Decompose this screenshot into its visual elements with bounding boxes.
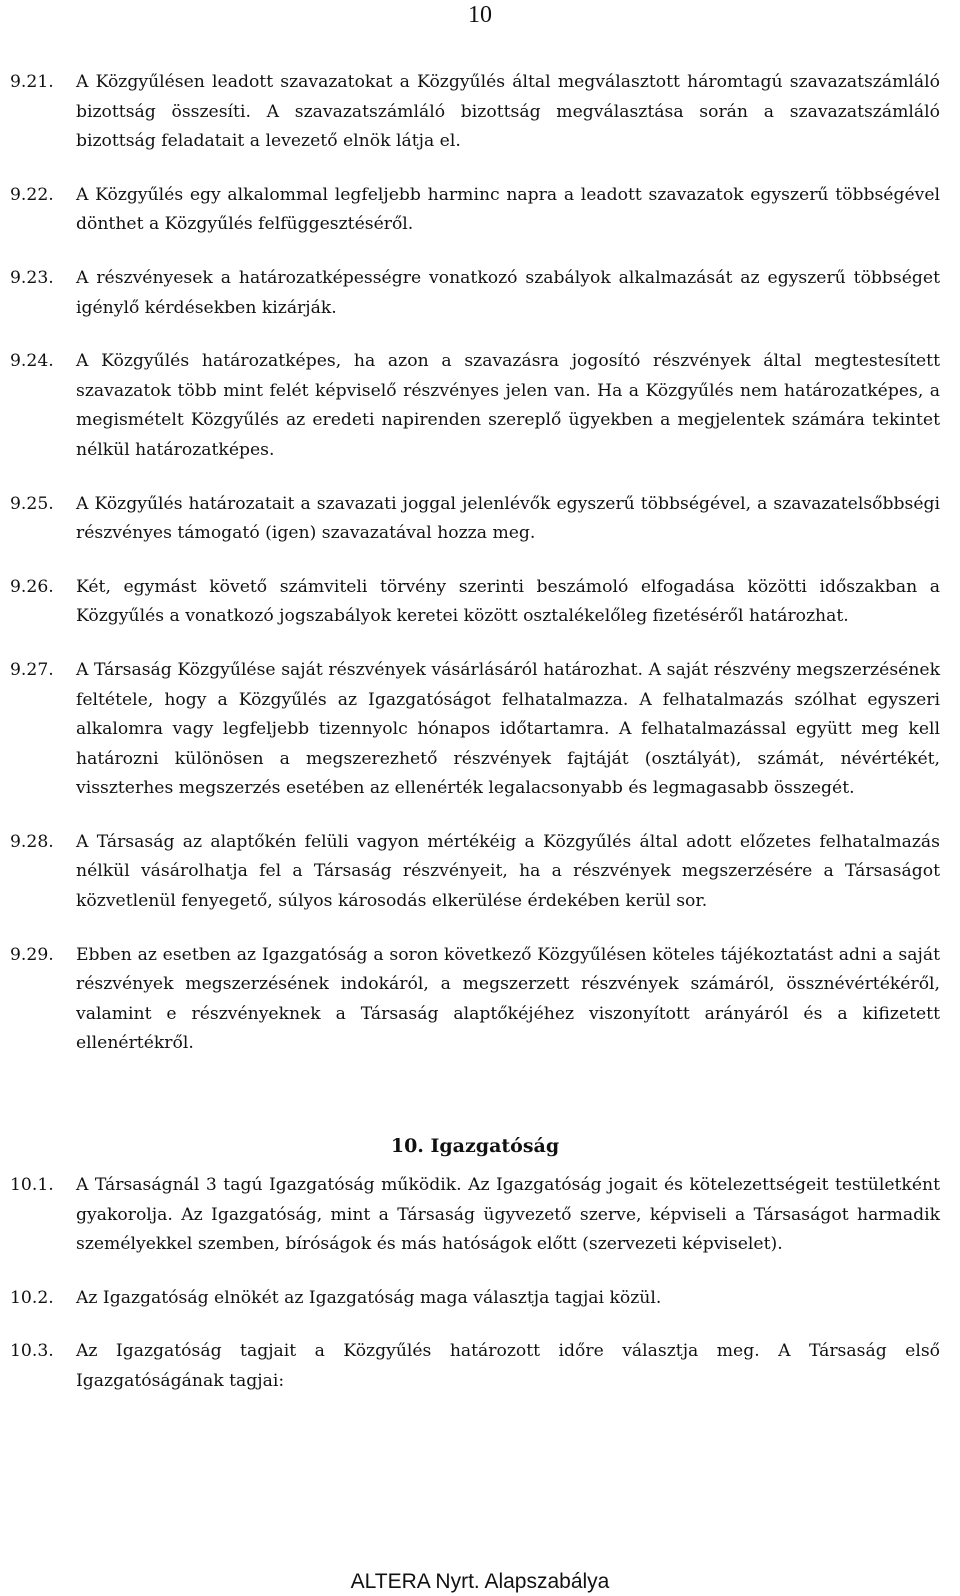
- clause-number: 9.22.: [10, 184, 54, 205]
- clause-text: A Közgyűlés egy alkalommal legfeljebb harminc napra a leadott szavazatok egyszerű többségével dönthet a Közgyűlés felfüggesztéséről.: [76, 184, 940, 235]
- clause-text: A Közgyűlésen leadott szavazatokat a Közgyűlés által megválasztott háromtagú szavazatszámláló bizottság összesíti. A szavazatszámláló bizottság megválasztása során a szavazatszámláló bizottság feladatait a levezető elnök látja el.: [76, 72, 940, 152]
- clause-number: 9.23.: [10, 267, 54, 288]
- page-number: 10: [468, 2, 492, 28]
- document-body: [10, 68, 940, 1421]
- clause-text: A Közgyűlés határozatait a szavazati joggal jelenlévők egyszerű többségével, a szavazatelsőbbségi részvényes támogató (igen) szavazatával hozza meg.: [76, 493, 940, 544]
- section-heading: 10. Igazgatóság: [390, 1135, 560, 1158]
- clause-text: Két, egymást követő számviteli törvény szerinti beszámoló elfogadása közötti időszakban a Közgyűlés a vonatkozó jogszabályok keretei között osztalékelőleg fizetéséről határozhat.: [76, 576, 940, 627]
- clause-number: 9.29.: [10, 944, 54, 965]
- section-10-clauses: [10, 1171, 940, 1397]
- page-footer: ALTERA Nyrt. Alapszabálya: [350, 1570, 610, 1593]
- clause: [10, 1337, 940, 1396]
- clause: [10, 1284, 940, 1314]
- clause-number: 10.1.: [10, 1175, 54, 1196]
- clause: [10, 828, 940, 917]
- clause: [10, 656, 940, 804]
- clause-text: A Társaság Közgyűlése saját részvények vásárlásáról határozhat. A saját részvény megszerzésének feltétele, hogy a Közgyűlés az Igazgatóságot felhatalmazza. A felhatalmazás szólhat egyszeri alkalomra vagy legfeljebb tizennyolc hónapos időtartamra. A felhatalmazással együtt meg kell határozni különösen a megszerezhető részvények fajtáját (osztályát), számát, névértékét, visszterhes megszerzés esetében az ellenérték legalacsonyabb és legmagasabb összegét.: [76, 659, 940, 799]
- clause-number: 9.28.: [10, 831, 54, 852]
- clause: [10, 1171, 940, 1260]
- clause: [10, 941, 940, 1059]
- clause-text: A Közgyűlés határozatképes, ha azon a szavazásra jogosító részvények által megtestesített szavazatok több mint felét képviselő részvényes jelen van. Ha a Közgyűlés nem határozatképes, a megismételt Közgyűlés az eredeti napirenden szereplő ügyekben a megjelentek számára tekintet nélkül határozatképes.: [76, 351, 940, 460]
- clause: [10, 573, 940, 632]
- clause-text: Az Igazgatóság elnökét az Igazgatóság maga választja tagjai közül.: [76, 1287, 662, 1308]
- clause: [10, 347, 940, 465]
- clause-number: 10.2.: [10, 1287, 54, 1308]
- clause: [10, 181, 940, 240]
- clause-number: 10.3.: [10, 1341, 54, 1362]
- clause-number: 9.26.: [10, 576, 54, 597]
- clause-text: A Társaságnál 3 tagú Igazgatóság működik. Az Igazgatóság jogait és kötelezettségeit testületként gyakorolja. Az Igazgatóság, mint a Társaság ügyvezető szerve, képviseli a Társaságot harmadik személyekkel szemben, bíróságok és más hatóságok előtt (szervezeti képviselet).: [76, 1175, 940, 1255]
- section-9-clauses: [10, 68, 940, 1059]
- clause: [10, 490, 940, 549]
- clause-number: 9.21.: [10, 72, 54, 92]
- clause-text: Ebben az esetben az Igazgatóság a soron következő Közgyűlésen köteles tájékoztatást adni a saját részvények megszerzésének indokáról, a megszerzett részvények számáról, össznévértékéről, valamint e részvényeknek a Társaság alaptőkéjéhez viszonyított arányáról és a kifizetett ellenértékről.: [76, 944, 940, 1054]
- clause: [10, 68, 940, 157]
- clause: [10, 264, 940, 323]
- clause-number: 9.25.: [10, 493, 54, 514]
- clause-number: 9.24.: [10, 351, 54, 372]
- clause-number: 9.27.: [10, 659, 54, 680]
- clause-text: Az Igazgatóság tagjait a Közgyűlés határozott időre választja meg. A Társaság első Igazgatóságának tagjai:: [76, 1341, 940, 1391]
- clause-text: A Társaság az alaptőkén felüli vagyon mértékéig a Közgyűlés által adott előzetes felhatalmazás nélkül vásárolhatja fel a Társaság részvényeit, ha a részvények megszerzésére a Társaságot közvetlenül fenyegető, súlyos károsodás elkerülése érdekében kerül sor.: [76, 831, 940, 912]
- clause-text: A részvényesek a határozatképességre vonatkozó szabályok alkalmazását az egyszerű többséget igénylő kérdésekben kizárják.: [76, 267, 940, 318]
